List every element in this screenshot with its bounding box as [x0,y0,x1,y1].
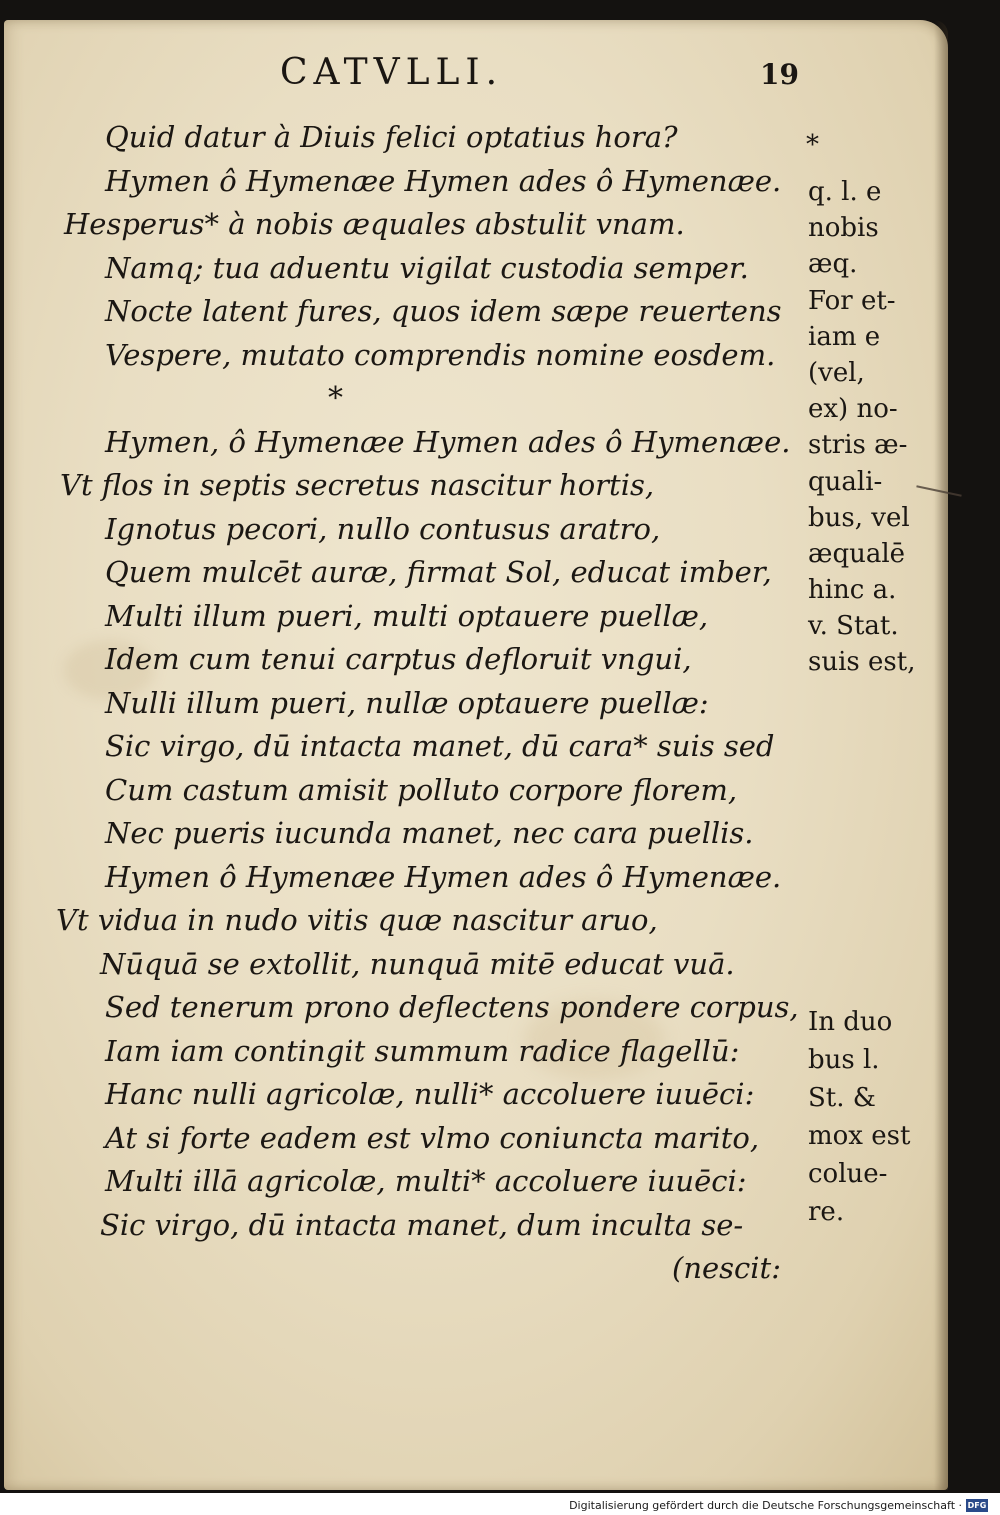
verse-line: Sic virgo, dū intacta manet, dum inculta se- [100,1207,744,1242]
verse-line: Ignotus pecori, nullo contusus aratro, [105,511,661,546]
margin-note-line: suis est, [808,647,916,678]
verse-line: Vt vidua in nudo vitis quæ nascitur aruo, [56,903,658,937]
verse-line: Sic virgo, dū intacta manet, dū cara* suis sed [105,729,775,763]
verse-line: Hymen ô Hymenæe Hymen ades ô Hymenæe. [105,859,782,894]
verse-block [0,116,820,1291]
verse-line: Hanc nulli agricolæ, nulli* accoluere iuuēci: [105,1077,755,1111]
verse-line: Multi illā agricolæ, multi* accoluere iuuēci: [105,1164,747,1198]
verse-line: Nocte latent fures, quos idem sæpe reuertens [105,294,782,328]
margin-note-line: v. Stat. [808,611,899,642]
verse-line: Nūquā se extollit, nunquā mitē educat vuā. [100,946,735,981]
dfg-logo: DFG [967,1500,987,1510]
margin-note-line: hinc a. [808,575,897,606]
verse-line: Hesperus* à nobis æquales abstulit vnam. [64,207,685,241]
margin-note-line: bus, vel [808,502,910,533]
page-header [250,52,810,102]
verse-line-turnover: (nescit: [672,1251,781,1285]
verse-line: Namq; tua aduentu vigilat custodia semper. [105,250,749,285]
margin-note-line: quali- [808,466,883,497]
margin-note-line: colue- [808,1159,888,1189]
verse-line: Idem cum tenui carptus defloruit vngui, [105,642,692,676]
margin-note-line: æq. [808,249,858,280]
margin-note-line: æqualē [808,538,906,569]
verse-line: Quem mulcēt auræ, firmat Sol, educat imber, [105,555,772,589]
margin-note-line: In duo [808,1007,893,1037]
section-star-marker: * [328,381,343,416]
margin-note-line: nobis [808,213,879,244]
margin-note-upper [808,174,928,681]
margin-note-line: iam e [808,321,881,352]
margin-note-line: St. & [808,1083,876,1113]
verse-line: Cum castum amisit polluto corpore florem, [105,772,738,807]
verse-line: Nec pueris iucunda manet, nec cara puellis. [105,816,754,850]
verse-line: Hymen, ô Hymenæe Hymen ades ô Hymenæe. [105,424,791,459]
margin-note-line: stris æ- [808,430,908,461]
credit-text: Digitalisierung gefördert durch die Deutsche Forschungsgemeinschaft · [569,1498,962,1512]
margin-star-marker: * [806,130,819,160]
margin-note-line: mox est [808,1121,911,1151]
margin-note-line: re. [808,1197,845,1227]
verse-line: Vt flos in septis secretus nascitur hortis, [60,468,655,502]
verse-line: Nulli illum pueri, nullæ optauere puellæ: [105,685,709,720]
digitization-credit [569,1497,988,1513]
page-number: 19 [760,58,799,91]
margin-note-line: (vel, [808,357,865,388]
margin-note-lower [808,1003,928,1231]
margin-note-line: bus l. [808,1045,880,1075]
margin-note-line: For et- [808,285,896,316]
verse-line: Iam iam contingit summum radice flagellū: [105,1033,740,1068]
verse-line: Vespere, mutato comprendis nomine eosdem. [105,337,776,372]
verse-line: Quid datur à Diuis felici optatius hora? [105,120,678,154]
margin-note-line: q. l. e [808,177,882,207]
verse-line: Hymen ô Hymenæe Hymen ades ô Hymenæe. [105,163,782,198]
verse-line: At si forte eadem est vlmo coniuncta marito, [105,1120,760,1155]
verse-line: Sed tenerum prono deflectens pondere corpus, [105,990,799,1024]
margin-note-line: ex) no- [808,394,898,425]
verse-line: Multi illum pueri, multi optauere puellæ, [105,598,709,633]
running-head: CATVLLI. [280,52,504,93]
